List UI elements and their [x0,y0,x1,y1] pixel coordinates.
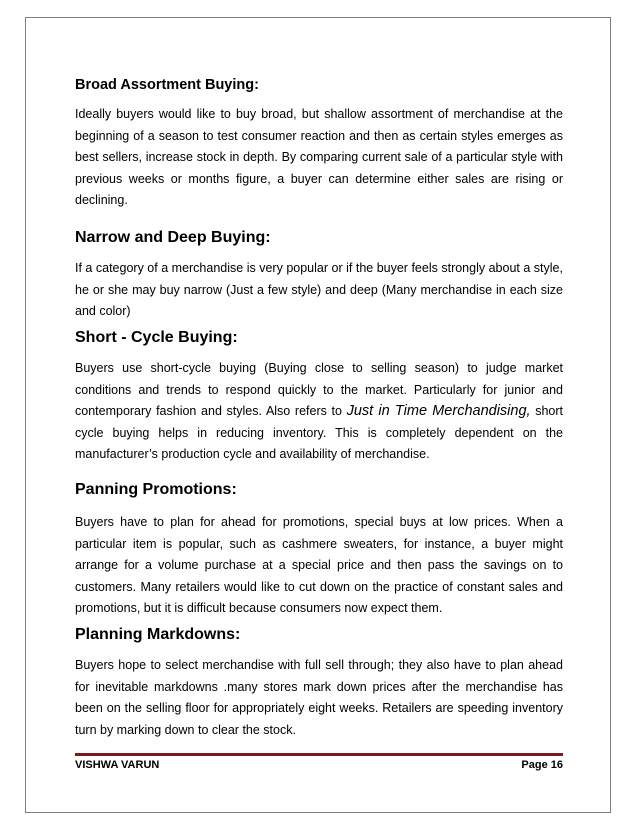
heading-broad-assortment-buying: Broad Assortment Buying: [75,77,259,93]
heading-panning-promotions: Panning Promotions: [75,481,237,498]
paragraph-planning-markdowns: Buyers hope to select merchandise with full sell through; they also have to plan ahead for inevitable markdowns .many stores mark down prices after the merchandise has been on the selling floor for appropriately eight weeks. Retailers are speeding inventory turn by marking down to clear the stock. [75,658,563,737]
heading-narrow-and-deep-buying: Narrow and Deep Buying: [75,229,271,246]
paragraph-panning-promotions: Buyers have to plan for ahead for promotions, special buys at low prices. When a particular item is popular, such as cashmere sweaters, for instance, a buyer might arrange for a volume purchase at a special price and then pass the savings on to customers. Many retailers would like to cut down on the practice of constant sales and promotions, but it is difficult because consumers now expect them. [75,515,563,615]
footer-author: VISHWA VARUN [75,759,160,771]
paragraph-short-cycle-buying [75,358,563,466]
paragraph-narrow-and-deep-buying: If a category of a merchandise is very popular or if the buyer feels strongly about a style, he or she may buy narrow (Just a few style) and deep (Many merchandise in each size and color) [75,261,563,318]
paragraph-broad-assortment-buying: Ideally buyers would like to buy broad, but shallow assortment of merchandise at the beginning of a season to test consumer reaction and then as certain styles emerges as best sellers, increase stock in depth. By comparing current sale of a particular style with previous weeks or months figure, a buyer can determine either sales are rising or declining. [75,107,563,207]
footer-rule [75,753,563,756]
heading-short-cycle-buying: Short - Cycle Buying: [75,329,238,346]
emphasized-term: Just in Time Merchandising, [346,403,531,419]
paragraph-text-part: Buyers use short-cycle buying (Buying close to selling season) to judge market conditions and trends to respond quickly to the market. Particularly for junior and contemporary fashion and styles. Also refers to [75,361,563,418]
footer-page-number: Page 16 [521,759,563,771]
heading-planning-markdowns: Planning Markdowns: [75,626,241,643]
paragraph-text-part: short cycle buying helps in reducing inventory. This is completely dependent on the manufacturer’s production cycle and availability of merchandise. [75,404,563,461]
